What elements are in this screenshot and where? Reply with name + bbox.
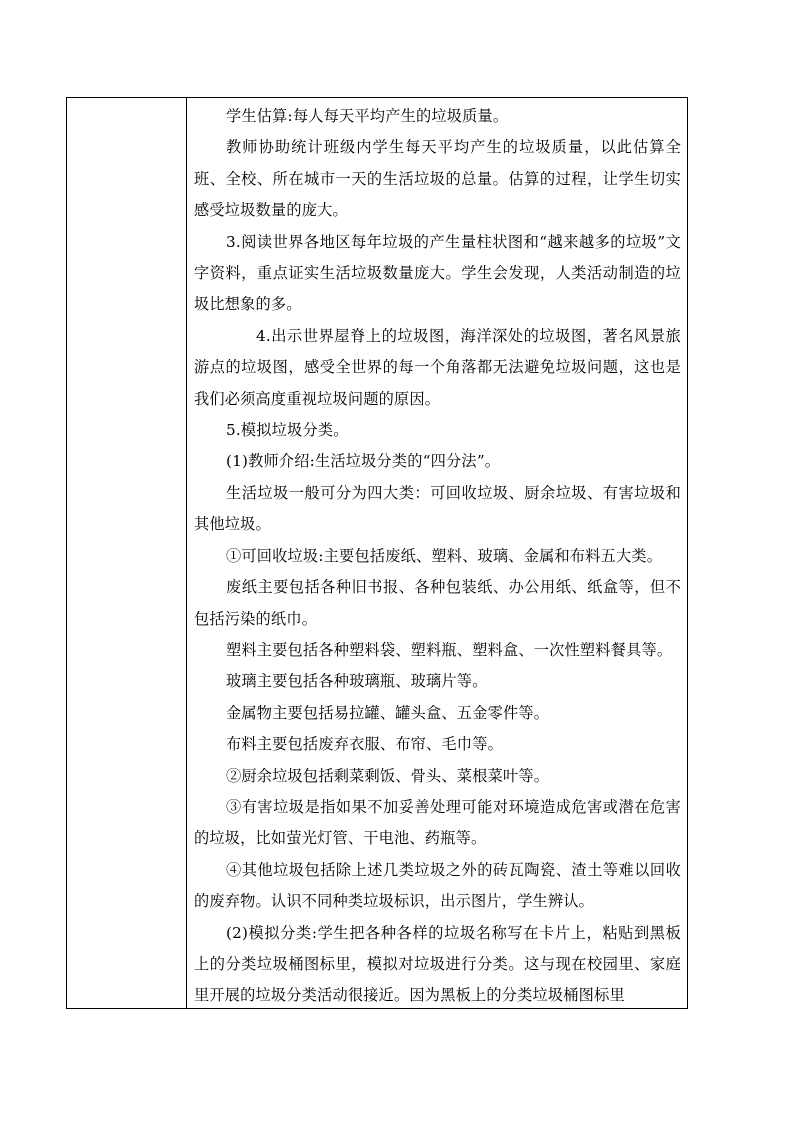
paragraph-16: ④其他垃圾包括除上述几类垃圾之外的砖瓦陶瓷、渣土等难以回收的废弃物。认识不同种类垃圾标识，出示图片，学生辨认。	[194, 860, 681, 911]
paragraph-15: ③有害垃圾是指如果不加妥善处理可能对环境造成危害或潜在危害的垃圾，比如萤光灯管、干电池、药瓶等。	[194, 797, 681, 848]
paragraph-6: (1)教师介绍:生活垃圾分类的“四分法”。	[226, 452, 501, 471]
paragraph-14: ②厨余垃圾包括剩菜剩饭、骨头、菜根菜叶等。	[226, 766, 550, 785]
paragraph-17: (2)模拟分类:学生把各种各样的垃圾名称写在卡片上，粘贴到黑板上的分类垃圾桶图标里，模拟对垃圾进行分类。这与现在校园里、家庭里开展的垃圾分类活动很接近。因为黑板上的分类垃圾桶图标里	[194, 923, 681, 1005]
paragraph-5: 5.模拟垃圾分类。	[226, 421, 349, 440]
lesson-table	[66, 97, 688, 1009]
paragraph-11: 玻璃主要包括各种玻璃瓶、玻璃片等。	[226, 672, 488, 691]
paragraph-2: 教师协助统计班级内学生每天平均产生的垃圾质量，以此估算全班、全校、所在城市一天的生活垃圾的总量。估算的过程，让学生切实感受垃圾数量的庞大。	[194, 138, 681, 220]
paragraph-10: 塑料主要包括各种塑料袋、塑料瓶、塑料盒、一次性塑料餐具等。	[226, 640, 673, 659]
paragraph-7: 生活垃圾一般可分为四大类：可回收垃圾、厨余垃圾、有害垃圾和其他垃圾。	[194, 483, 681, 534]
paragraph-12: 金属物主要包括易拉罐、罐头盒、五金零件等。	[226, 703, 550, 722]
paragraph-3: 3.阅读世界各地区每年垃圾的产生量柱状图和“越来越多的垃圾”文字资料，重点证实生活垃圾数量庞大。学生会发现，人类活动制造的垃圾比想象的多。	[194, 232, 681, 314]
paragraph-8: ①可回收垃圾:主要包括废纸、塑料、玻璃、金属和布料五大类。	[226, 546, 663, 565]
paragraph-1: 学生估算:每人每天平均产生的垃圾质量。	[226, 107, 509, 125]
paragraph-13: 布料主要包括废弃衣服、布帘、毛巾等。	[226, 735, 503, 754]
table-content-cell	[187, 98, 687, 1008]
paragraph-9: 废纸主要包括各种旧书报、各种包装纸、办公用纸、纸盒等，但不包括污染的纸巾。	[194, 578, 681, 628]
table-left-cell	[67, 98, 187, 1008]
paragraph-4: 4.出示世界屋脊上的垃圾图，海洋深处的垃圾图，著名风景旅游点的垃圾图，感受全世界的每一个角落都无法避免垃圾问题，这也是我们必须高度重视垃圾问题的原因。	[194, 326, 681, 408]
